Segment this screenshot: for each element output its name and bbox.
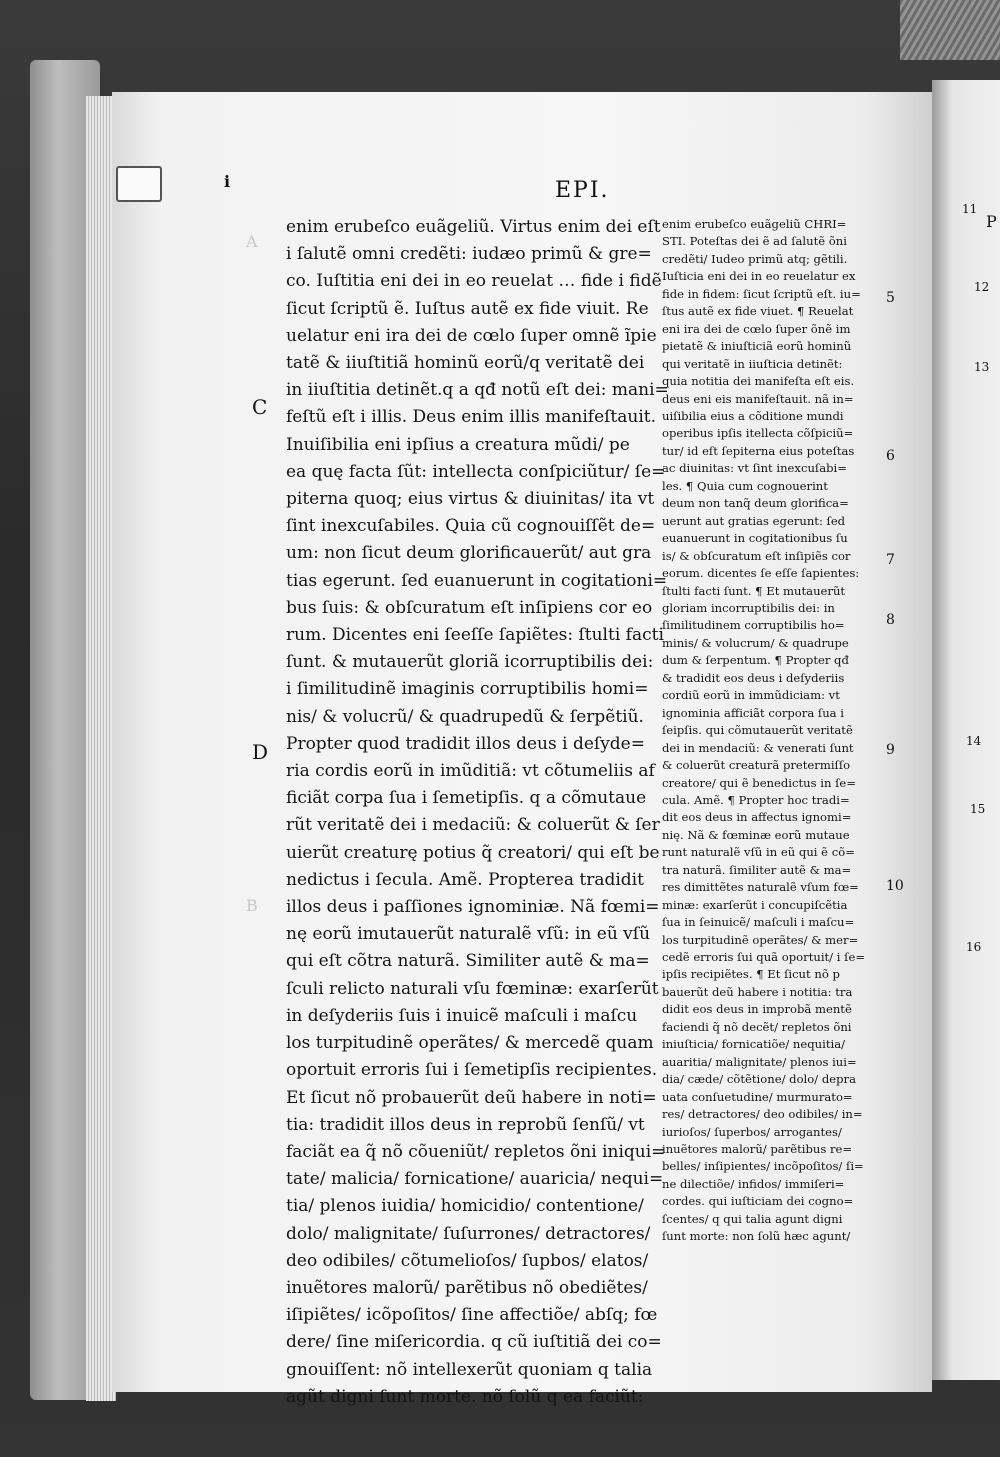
right-column-line: eorum. dicentes ſe eſſe ſapientes: — [662, 566, 860, 581]
right-column-line: uerunt aut gratias egerunt: ſed — [662, 513, 846, 528]
right-column-line: & tradidit eos deus i deſyderiis — [662, 670, 845, 685]
right-column-line: enim erubeſco euãgeliũ CHRI= — [662, 217, 847, 231]
verse-number: 8 — [886, 612, 895, 628]
left-column-line: tias egerunt. ſed euanuerunt in cogitationi= — [286, 570, 668, 591]
left-column-line: piterna quoq; eius virtus & diuinitas/ ita vt — [286, 489, 655, 510]
right-column-line: is/ & obſcuratum eſt inſipiẽs cor — [662, 548, 851, 563]
left-column-line: nę eorũ imutauerũt naturalẽ vſũ: in eũ vſũ — [286, 924, 651, 945]
left-column-line: ria cordis eorũ in imũditiã: vt cõtumeliis af — [286, 761, 655, 782]
next-page-number: 16 — [966, 940, 982, 954]
left-column-line: Et ſicut nõ probauerũt deũ habere in noti= — [286, 1087, 657, 1108]
next-page-fragment: P — [986, 212, 997, 231]
right-column-line: los turpitudinẽ operãtes/ & mer= — [662, 932, 859, 947]
right-column-line: & coluerũt creaturã pretermiſſo — [662, 758, 851, 773]
corner-mark: i — [224, 172, 231, 191]
right-column-line: nię. Nã & fœminæ eorũ mutaue — [662, 827, 850, 842]
right-column-line: res dimittẽtes naturalẽ vſum fœ= — [662, 880, 859, 895]
right-column-line: minis/ & volucrum/ & quadrupe — [662, 635, 849, 650]
verse-number: 6 — [886, 448, 895, 464]
right-column-line: ſtus autẽ ex fide viuet. ¶ Reuelat — [662, 304, 854, 319]
right-column-line: faciendi q̃ nõ decẽt/ repletos õni — [662, 1019, 852, 1034]
right-column-line: iurioſos/ ſuperbos/ arrogantes/ — [662, 1124, 842, 1139]
next-page-number: 13 — [974, 360, 990, 374]
left-column-line: illos deus i paſſiones ignominiæ. Nã fœmi= — [286, 897, 660, 918]
right-column-line: fide in fidem: ſicut ſcriptũ eſt. iu= — [662, 286, 861, 301]
right-column-line: ſcentes/ q qui talia agunt digni — [662, 1211, 843, 1226]
left-column-line: rum. Dicentes eni ſeeſſe ſapiẽtes: ſtulti facti — [286, 625, 664, 646]
right-column-line: res/ detractores/ deo odibiles/ in= — [662, 1107, 863, 1122]
right-column-line: quia notitia dei manifeſta eſt eis. — [662, 374, 855, 389]
verse-number: 9 — [886, 742, 895, 758]
left-column-line: tia/ plenos iuidia/ homicidio/ contentione/ — [286, 1196, 644, 1217]
left-column-line: ficiãt corpa ſua i ſemetipſis. q a cõmutaue — [286, 788, 647, 809]
left-column-line: enim erubeſco euãgeliũ. Virtus enim dei eſt — [286, 217, 661, 237]
right-column-line: ſtulti facti ſunt. ¶ Et mutauerũt — [662, 583, 846, 598]
left-column-line: ſicut ſcriptũ ẽ. Iuſtus autẽ ex fide viuit. Re — [286, 298, 649, 319]
right-column-line: ne dilectiõe/ infidos/ immiſeri= — [662, 1176, 845, 1191]
right-column-line: Iuſticia eni dei in eo reuelatur ex — [662, 269, 856, 284]
right-column-line: dum & ſerpentum. ¶ Propter qđ — [662, 653, 849, 668]
next-page-number: 11 — [962, 202, 978, 216]
next-page-number: 15 — [970, 802, 986, 816]
left-column-line: in deſyderiis ſuis i inuicẽ maſculi i maſcu — [286, 1005, 638, 1026]
right-column-line: deum non tanq̃ deum glorifica= — [662, 496, 849, 511]
left-column-line: faciãt ea q̃ nõ cõueniũt/ repletos õni iniqui= — [286, 1141, 666, 1162]
left-column-line: ſint inexcuſabiles. Quia cũ cognouiſſẽt de= — [286, 516, 656, 537]
verse-number: 5 — [886, 290, 895, 306]
left-column-line: iſipiẽtes/ icõpoſitos/ ſine affectiõe/ abſq; fœ — [286, 1305, 658, 1326]
faint-mark-b: B — [246, 896, 258, 915]
right-column-line: runt naturalẽ vſũ in eũ qui ẽ cõ= — [662, 845, 855, 860]
left-column-line: uierũt creaturę potius q̃ creatori/ qui eſt be — [286, 842, 660, 863]
right-column-line: inuẽtores malorũ/ parẽtibus re= — [662, 1142, 853, 1157]
right-column-line: ipſis recipiẽtes. ¶ Et ſicut nõ p — [662, 967, 840, 982]
left-column-line: ſculi relicto naturali vſu fœminæ: exarſerũt — [286, 978, 659, 999]
left-column-line: tia: tradidit illos deus in reprobũ ſenſũ/ vt — [286, 1114, 645, 1135]
right-column-line: deus eni eis manifeſtauit. nã in= — [662, 391, 854, 406]
left-column-line: nis/ & volucrũ/ & quadrupedũ & ſerpẽtiũ. — [286, 706, 644, 727]
left-column-line: nedictus i ſecula. Amẽ. Propterea tradidit — [286, 869, 644, 890]
right-column-line: auaritia/ malignitate/ plenos iui= — [662, 1054, 857, 1069]
left-column-line: dolo/ malignitate/ ſuſurrones/ detractores/ — [286, 1223, 651, 1244]
left-column-line: qui eſt cõtra naturã. Similiter autẽ & ma= — [286, 951, 650, 972]
left-column-line: rũt veritatẽ dei i medaciũ: & coluerũt & ſer — [286, 815, 660, 836]
right-column-line: STI. Poteſtas dei ẽ ad ſalutẽ õni — [662, 234, 847, 249]
right-column-line: uiſibilia eius a cõditione mundi — [662, 408, 844, 423]
verse-number: 7 — [886, 552, 895, 568]
right-column-line: cula. Amẽ. ¶ Propter hoc tradi= — [662, 792, 850, 807]
next-page-edge — [932, 80, 1000, 1380]
left-column-line: feſtũ eſt i illis. Deus enim illis manifeſtauit. — [286, 407, 657, 428]
left-column-line: ſunt. & mutauerũt gloriã icorruptibilis dei: — [286, 652, 654, 673]
right-column-line: tur/ id eſt ſepiterna eius poteſtas — [662, 443, 855, 458]
left-column-line: Propter quod tradidit illos deus i deſyde= — [286, 733, 645, 754]
left-column-line: tate/ malicia/ fornicatione/ auaricia/ nequi= — [286, 1169, 664, 1190]
margin-letter-d: D — [252, 740, 269, 764]
right-column-line: eni ira dei de cœlo ſuper õnẽ im — [662, 321, 851, 336]
running-title: EPI. — [555, 178, 610, 203]
left-column-line: inuẽtores malorũ/ parẽtibus nõ obediẽtes/ — [286, 1277, 648, 1298]
right-column-line: tra naturã. ſimiliter autẽ & ma= — [662, 862, 852, 877]
right-column-line: dei in mendaciũ: & venerati ſunt — [662, 740, 854, 755]
left-column-text — [286, 214, 669, 1411]
right-column-line: ac diuinitas: vt ſint inexcuſabi= — [662, 461, 847, 476]
right-column-line: qui veritatẽ in iiuſticia detinẽt: — [662, 356, 843, 371]
right-column-line: belles/ inſipientes/ incõpoſitos/ ſi= — [662, 1159, 864, 1174]
next-page-number: 14 — [966, 734, 982, 748]
left-column-line: gnouiſſent: nõ intellexerũt quoniam q talia — [286, 1359, 653, 1380]
left-column-line: Inuiſibilia eni ipſius a creatura mũdi/ pe — [286, 434, 630, 455]
right-column-line: uata conſuetudine/ murmurato= — [662, 1089, 853, 1104]
right-column-line: operibus ipſis itellecta cõſpiciũ= — [662, 426, 854, 441]
left-column-line: agũt digni ſunt morte. nõ ſolũ q ea faciũt: — [286, 1386, 644, 1407]
right-column-line: pietatẽ & iniuſticiã eorũ hominũ — [662, 339, 852, 354]
next-page-number: 12 — [974, 280, 990, 294]
verse-number: 10 — [886, 878, 904, 894]
right-column-line: euanuerunt in cogitationibus ſu — [662, 531, 848, 546]
right-column-line: dia/ cæde/ cõtẽtione/ dolo/ depra — [662, 1072, 856, 1087]
right-column-line: cordes. qui iuſticiam dei cogno= — [662, 1194, 854, 1209]
right-column-line: minæ: exarſerũt i concupiſcẽtia — [662, 897, 848, 912]
page-tab — [116, 166, 162, 202]
left-column-line: um: non ſicut deum glorificauerũt/ aut gra — [286, 543, 652, 564]
right-column-line: gloriam incorruptibilis dei: in — [662, 600, 835, 615]
left-column-line: i ſimilitudinẽ imaginis corruptibilis homi= — [286, 679, 649, 700]
left-column-line: tatẽ & iiuſtitiã hominũ eorũ/q veritatẽ dei — [286, 353, 645, 374]
left-column-line: co. Iuſtitia eni dei in eo reuelat … fide i fidẽ — [286, 271, 662, 292]
right-column-line: didit eos deus in improbã mentẽ — [662, 1002, 852, 1017]
ribbon-marker — [900, 0, 1000, 60]
right-column-line: ſeipſis. qui cõmutauerũt veritatẽ — [662, 723, 853, 738]
right-column-line: ſimilitudinem corruptibilis ho= — [662, 618, 845, 633]
margin-letter-c: C — [252, 395, 268, 419]
left-column-line: uelatur eni ira dei de cœlo ſuper omnẽ ĩpie — [286, 325, 657, 346]
right-column-line: bauerũt deũ habere i notitia: tra — [662, 984, 853, 999]
right-column-line: les. ¶ Quia cum cognouerint — [662, 478, 828, 493]
right-column-text — [662, 216, 865, 1246]
left-column-line: oportuit erroris ſui i ſemetipſis recipientes. — [286, 1060, 658, 1081]
right-column-line: dit eos deus in affectus ignomi= — [662, 810, 852, 825]
right-column-line: creatore/ qui ẽ benedictus in ſe= — [662, 775, 856, 790]
left-column-line: los turpitudinẽ operãtes/ & mercedẽ quam — [286, 1033, 654, 1054]
right-column-line: credẽti/ Iudeo primũ atq; gẽtili. — [662, 251, 848, 266]
faint-mark-a: A — [246, 232, 258, 251]
right-column-line: ignominia afficiãt corpora ſua i — [662, 705, 844, 720]
right-column-line: ſunt morte: non ſolũ hæc agunt/ — [662, 1229, 851, 1244]
right-column-line: ſua in ſeinuicẽ/ maſculi i maſcu= — [662, 915, 855, 930]
left-column-line: dere/ ſine miſericordia. q cũ iuſtitiã dei co= — [286, 1332, 662, 1353]
left-column-line: deo odibiles/ cõtumelioſos/ ſupbos/ elatos/ — [286, 1250, 649, 1271]
right-column-line: cedẽ erroris ſui quã oportuit/ i ſe= — [662, 950, 866, 965]
left-column-line: ea quę facta ſũt: intellecta conſpiciũtur/ ſe= — [286, 461, 666, 482]
left-column-line: i ſalutẽ omni credẽti: iudæo primũ & gre= — [286, 244, 652, 265]
left-column-line: bus ſuis: & obſcuratum eſt inſipiens cor eo — [286, 597, 653, 618]
right-column-line: iniuſticia/ fornicatiõe/ nequitia/ — [662, 1037, 846, 1052]
right-column-line: cordiũ eorũ in immũdiciam: vt — [662, 688, 840, 703]
left-column-line: in iiuſtitia detinẽt.q a qđ notũ eſt dei: mani= — [286, 380, 669, 401]
